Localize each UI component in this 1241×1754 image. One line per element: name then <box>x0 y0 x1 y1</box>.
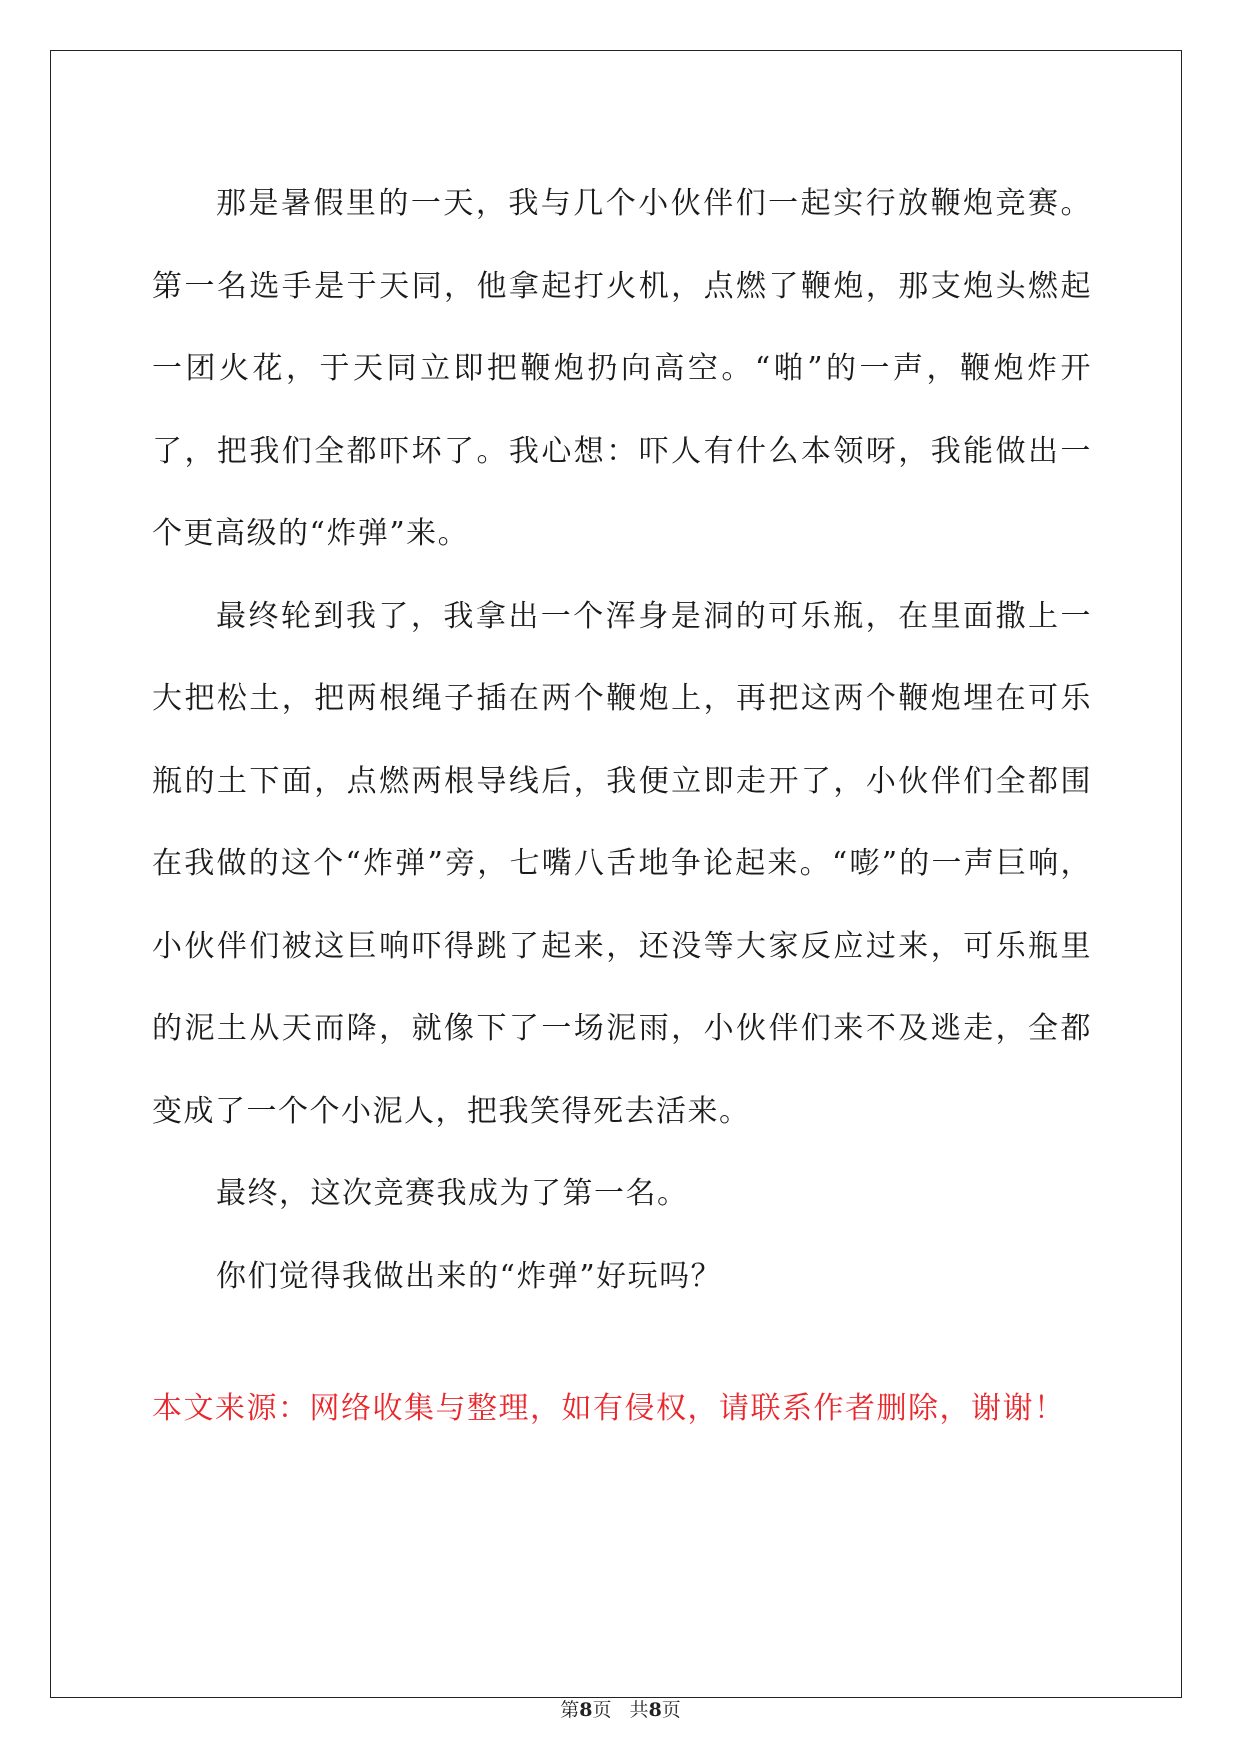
footer-current-page: 8 <box>579 1699 593 1721</box>
footer-total-pages: 8 <box>648 1699 662 1721</box>
paragraph-2: 最终轮到我了，我拿出一个浑身是洞的可乐瓶，在里面撒上一大把松土，把两根绳子插在两个鞭炮上，再把这两个鞭炮埋在可乐瓶的土下面，点燃两根导线后，我便立即走开了，小伙伴们全都围在我做的这个“炸弹”旁，七嘴八舌地争论起来。“嘭”的一声巨响，小伙伴们被这巨响吓得跳了起来，还没等大家反应过来，可乐瓶里的泥土从天而降，就像下了一场泥雨，小伙伴们来不及逃走，全都变成了一个个小泥人，把我笑得死去活来。 <box>152 598 1092 1129</box>
document-body <box>152 163 1092 1318</box>
paragraph-1: 那是暑假里的一天，我与几个小伙伴们一起实行放鞭炮竞赛。第一名选手是于天同，他拿起打火机，点燃了鞭炮，那支炮头燃起一团火花，于天同立即把鞭炮扔向高空。“啪”的一声，鞭炮炸开了，把我们全都吓坏了。我心想：吓人有什么本领呀，我能做出一个更高级的“炸弹”来。 <box>152 186 1092 551</box>
paragraph-4: 你们觉得我做出来的“炸弹”好玩吗？ <box>216 1258 723 1294</box>
paragraph-3: 最终，这次竞赛我成为了第一名。 <box>216 1176 689 1211</box>
source-note: 本文来源：网络收集与整理，如有侵权，请联系作者删除，谢谢！ <box>152 1391 1066 1426</box>
footer-middle: 页 共 <box>592 1699 649 1721</box>
footer-prefix: 第 <box>560 1699 580 1721</box>
footer-suffix: 页 <box>661 1699 681 1721</box>
page-footer <box>0 1695 1241 1722</box>
